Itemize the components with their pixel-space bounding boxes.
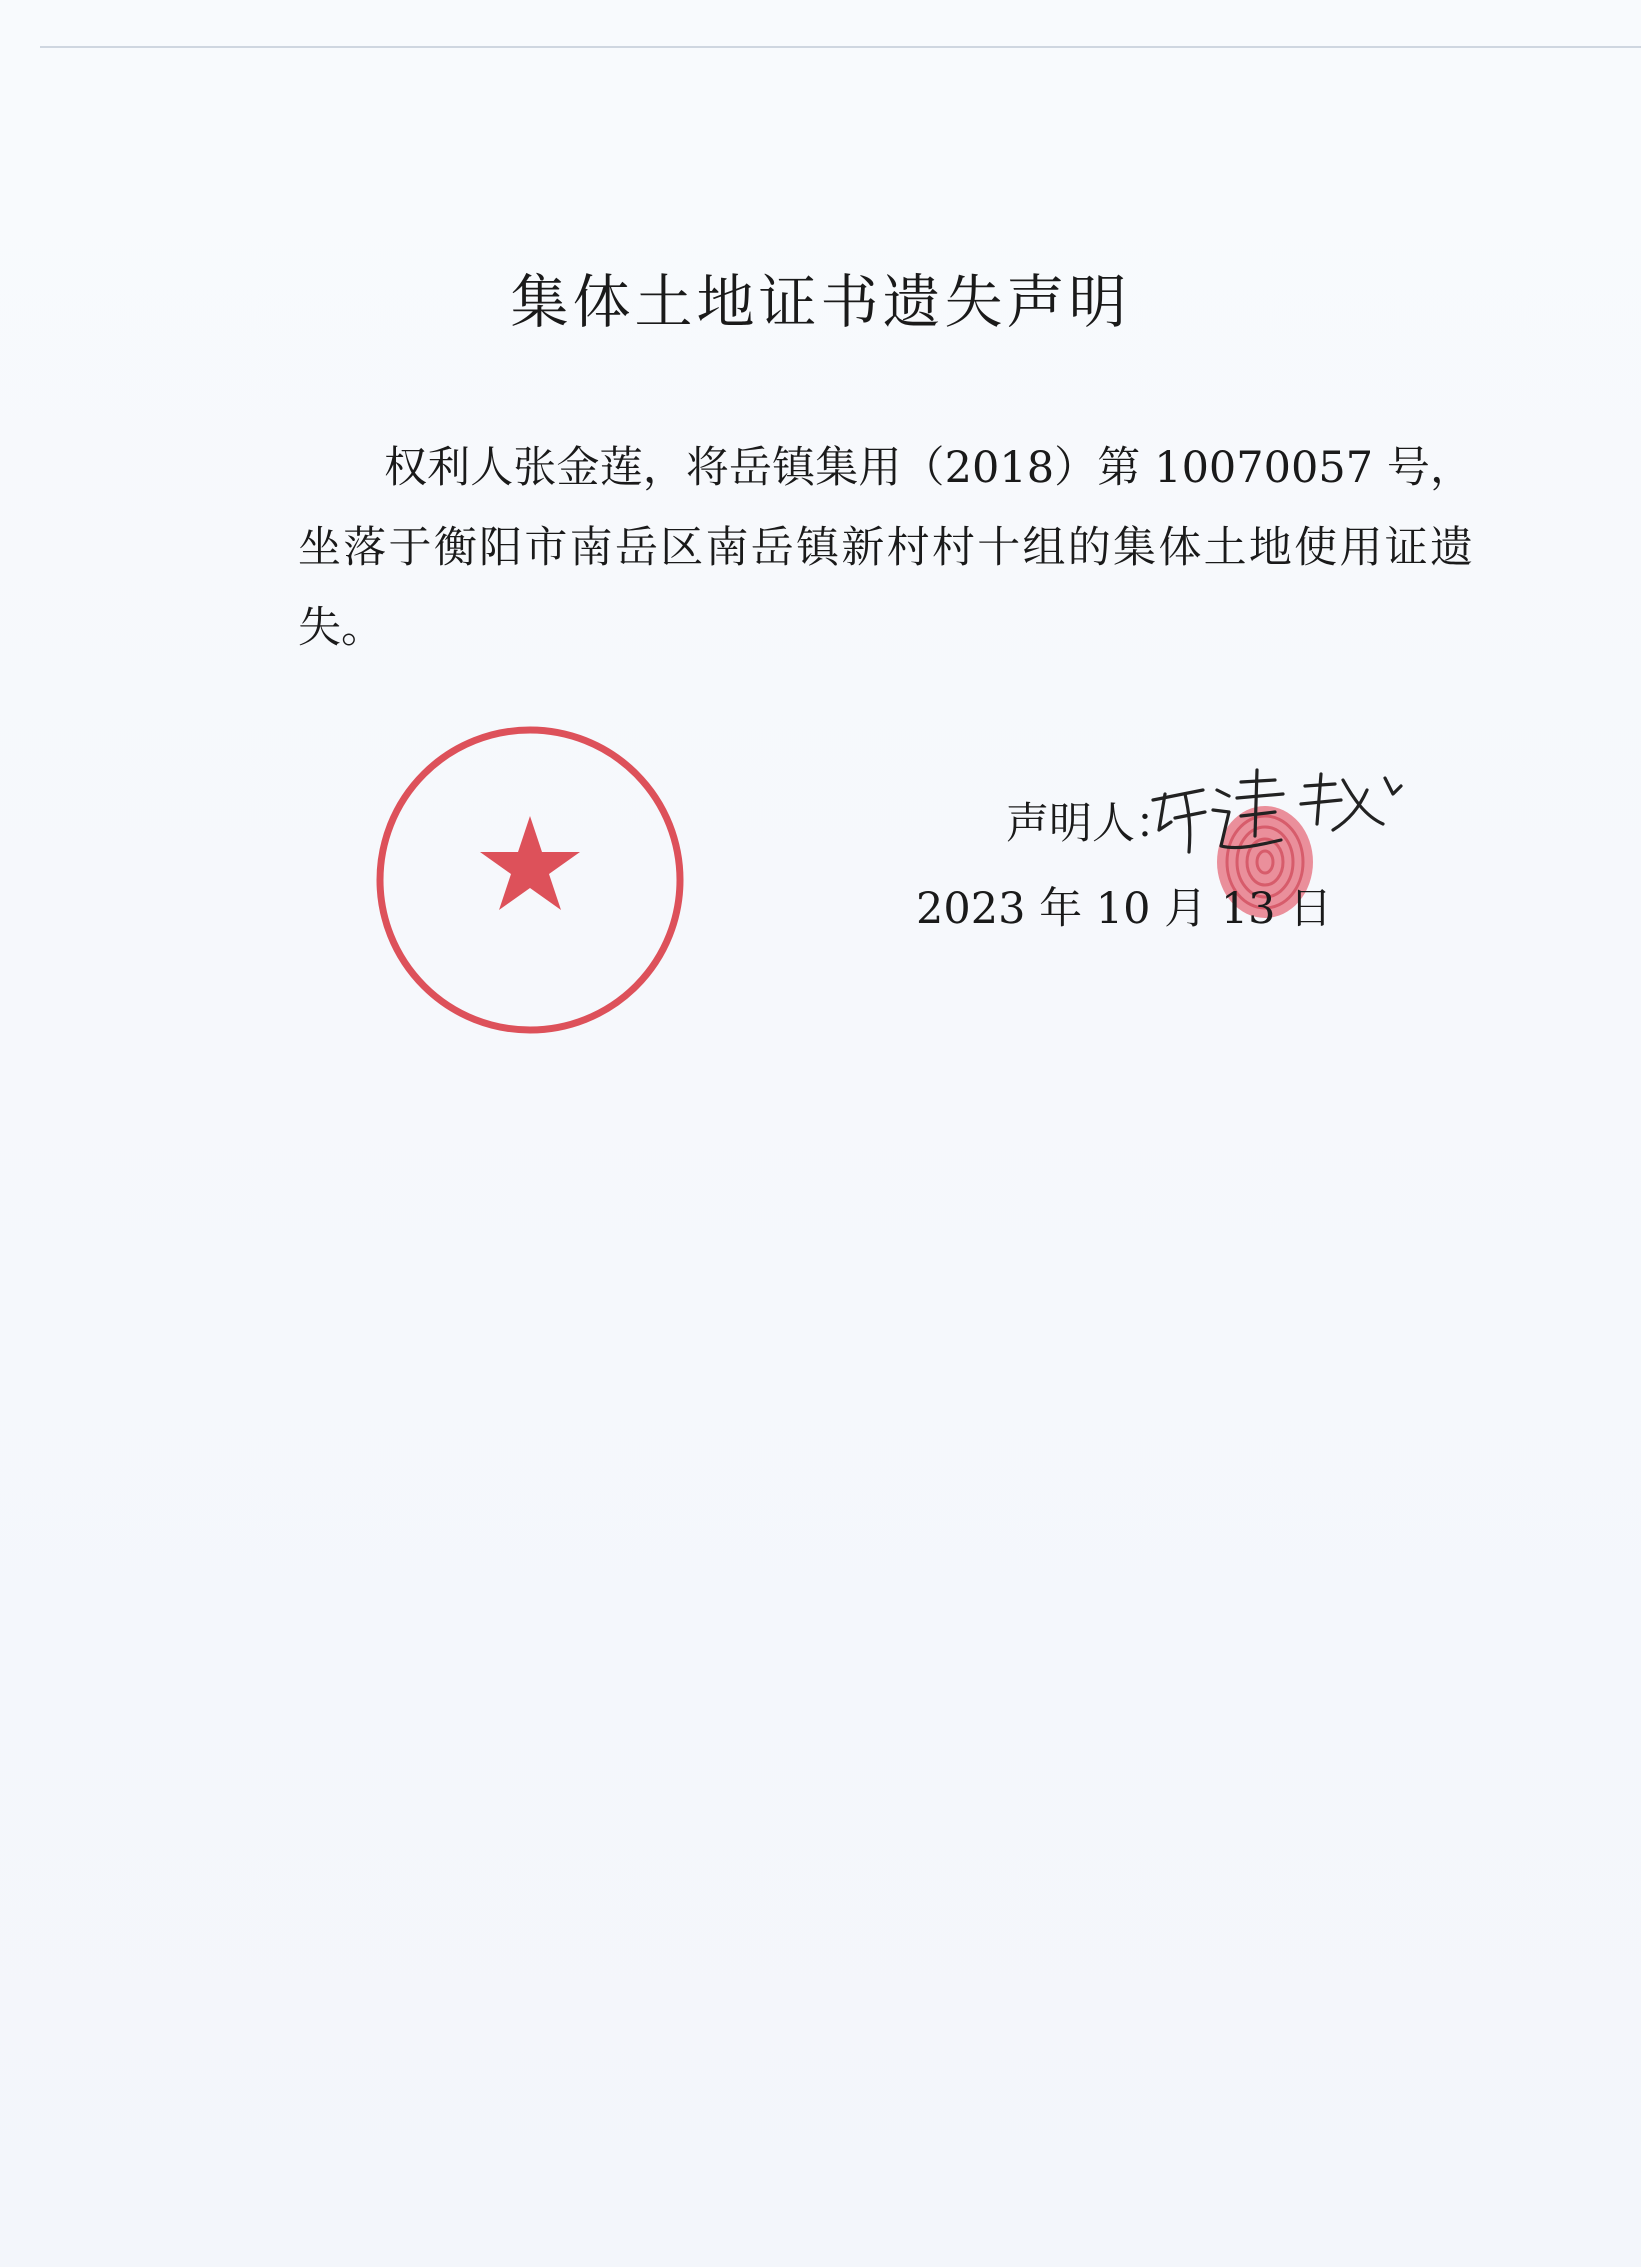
document-title: 集体土地证书遗失声明 bbox=[510, 268, 1131, 336]
seal-star-icon bbox=[480, 816, 580, 910]
official-seal bbox=[370, 720, 690, 1040]
declaration-paragraph: 权利人张金莲，将岳镇集用（2018）第 10070057 号，坐落于衡阳市南岳区南岳镇新村村十组的集体土地使用证遗失。 bbox=[298, 443, 1473, 653]
handwritten-signature bbox=[1145, 760, 1405, 870]
scan-edge-line bbox=[40, 46, 1641, 48]
declaration-date: 2023 年 10 月 13 日 bbox=[916, 884, 1333, 934]
declaration-body bbox=[298, 428, 1473, 668]
declarant-label: 声明人： bbox=[1006, 799, 1178, 849]
